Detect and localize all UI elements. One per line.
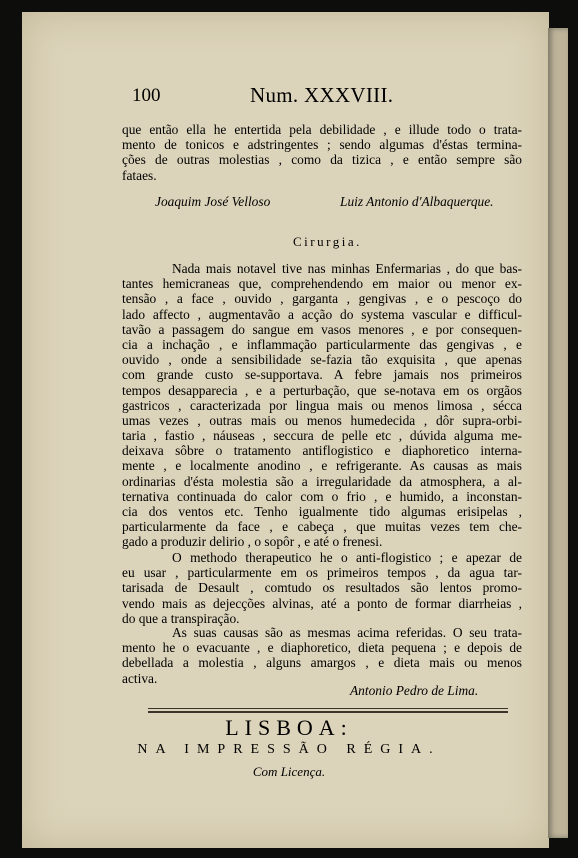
text-line: tarisada de Desault , comtudo os resultados são lentos promo- — [122, 580, 522, 596]
paragraph-3 — [122, 550, 522, 626]
text-line: mente , e localmente anodino , e refrigerante. As causas as mais — [122, 458, 522, 474]
text-line: taria , fastio , náuseas , seccura de pelle etc , dúvida alguma me- — [122, 428, 522, 444]
text-line: Nada mais notavel tive nas minhas Enfermarias , do que bas- — [172, 261, 522, 276]
text-line: eu usar , particularmente em os primeiros tempos , da agua tar- — [122, 565, 522, 581]
running-head: Num. XXXVIII. — [250, 83, 394, 107]
page-number: 100 — [132, 85, 161, 106]
paragraph-1 — [122, 122, 522, 183]
text-line: fataes. — [122, 167, 157, 183]
text-line: particularmente da face , e cabeça , que muitas vezes tem che- — [122, 519, 522, 535]
text-line: umas vezes , outras mais ou menos humedecida , dôr supra-orbi- — [122, 412, 522, 428]
text-line: deixava sôbre o tratamento antiflogistico e diaphoretico interna- — [122, 443, 522, 459]
text-line: cia a inchação , e inflammação particularmente das gengivas , e — [122, 336, 522, 352]
text-line: mento de tonicos e adstringentes ; sendo algumas d'éstas termina- — [122, 137, 522, 153]
text-line: ternativa continuada do calor com o frio , e humido, a inconstan- — [122, 488, 522, 504]
signature-left: Joaquim José Velloso — [155, 194, 271, 209]
text-line: debellada a molestia , alguns amargos , e dieta mais ou menos — [122, 655, 522, 671]
signature-author: Antonio Pedro de Lima. — [350, 683, 479, 698]
text-line: tempos desapparecia , e a perturbação, que se-notava em os orgãos — [122, 382, 522, 398]
text-line: que então ella he entertida pela debilidade , e illude todo o trata- — [122, 122, 522, 137]
text-line: tavão a passagem do sangue em vasos menores , e por consequen- — [122, 321, 522, 337]
imprint-city: LISBOA: — [225, 715, 353, 740]
text-line: activa. — [122, 670, 158, 686]
text-line: do que a transpiração. — [122, 610, 240, 626]
text-line: tensão , a face , ouvido , garganta , gengivas , e o pescoço do — [122, 291, 522, 307]
text-line: ções de outras molestias , como da tizica , e então sempre são — [122, 152, 522, 168]
text-line: As suas causas são as mesmas acima referidas. O seu trata- — [172, 625, 522, 640]
text-line: lado affecto , augmentavão a acção do systema vascular e difficul- — [122, 306, 522, 322]
text-line: gado a produzir delirio , o sopôr , e até o frenesi. — [122, 534, 383, 550]
imprint-press: NA IMPRESSÃO RÉGIA. — [137, 742, 441, 757]
divider-thick — [148, 711, 508, 713]
divider-thin — [148, 708, 508, 709]
paragraph-4 — [122, 625, 522, 686]
text-line: ouvido , onde a sensibilidade se-fazia tão exquisita , que apenas — [122, 352, 522, 368]
section-title: Cirurgia. — [293, 234, 362, 249]
text-line: O methodo therapeutico he o anti-flogistico ; e apezar de — [172, 550, 522, 565]
signature-right: Luiz Antonio d'Albaquerque. — [340, 194, 494, 209]
text-line: tantes hemicraneas que, comprehendendo em maior ou menor ex- — [122, 276, 522, 292]
text-line: ordinarias d'ésta molestia são a irregularidade da atmosphera, a al- — [122, 473, 522, 489]
paragraph-2 — [122, 261, 522, 550]
text-line: vendo mais as dejecções alvinas, até a ponto de formar diarrheias , — [122, 595, 522, 611]
text-line: cia dos ventos etc. Tenho igualmente tido algumas erisipelas , — [122, 504, 522, 519]
text-line: gastricos , caracterizada por lingua mais ou menos limosa , sécca — [122, 397, 522, 413]
text-line: com grande custo se-supportava. A febre jamais nos primeiros — [122, 367, 522, 383]
imprint-license: Com Licença. — [252, 764, 326, 779]
text-line: mento he o evacuante , e diaphoretico, dieta pequena ; e depois de — [122, 640, 522, 656]
